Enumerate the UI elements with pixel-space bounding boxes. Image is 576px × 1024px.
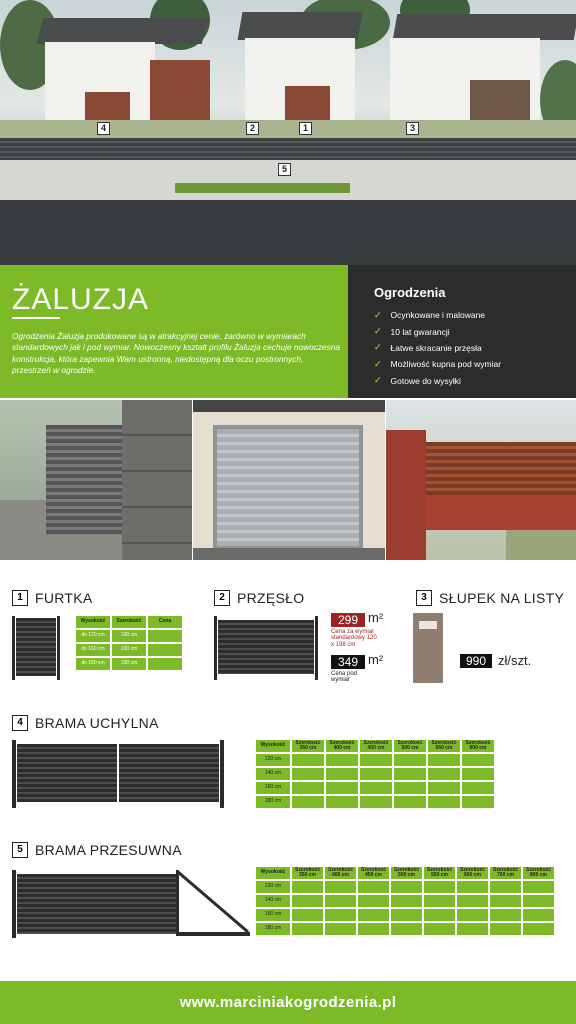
intro-description: Ogrodzenia Żaluzja produkowane są w atrakcyjnej cenie, zarówno w wymiarach standardowych jak i pod wymiar. Nowoczesny kształt profilu Żaluzja cechuje nowoczesna konstrukcja, która zapewnia Wam ustronną, niedostępną dla oczu postronnych, przestrzeń w ogrodzie. — [12, 331, 341, 375]
table-row: 120 cm — [256, 881, 554, 893]
table-row: do 160 cm 100 cm — [76, 644, 182, 656]
features-title: Ogrodzenia — [374, 285, 446, 300]
marker-4: 4 — [97, 122, 110, 135]
furtka-price-table: Wysokość Szerokość Cena do 120 cm 100 cm do 160 cm 100 cm do 180 cm 100 cm — [74, 614, 184, 672]
brama-przesuwna-title: BRAMA PRZESUWNA — [35, 842, 182, 858]
feature-item: ✓ Możliwość kupna pod wymiar — [374, 358, 502, 370]
feature-item: ✓ 10 lat gwarancji — [374, 326, 450, 337]
fence-photo-1 — [0, 400, 192, 560]
product-title: ŻALUZJA — [12, 283, 150, 316]
slupek-unit: zł/szt. — [498, 653, 532, 668]
features-list — [374, 307, 501, 389]
table-row: 160 cm — [256, 909, 554, 921]
brama-uchylna-title: BRAMA UCHYLNA — [35, 715, 159, 731]
checkmark-icon: ✓ — [374, 309, 382, 320]
section-number-5: 5 — [12, 842, 28, 858]
footer-website-link[interactable]: www.marciniakogrodzenia.pl — [0, 981, 576, 1024]
section-number-1: 1 — [12, 590, 28, 606]
table-row: do 180 cm 100 cm — [76, 658, 182, 670]
fence-photo-3 — [386, 400, 576, 560]
gate-counterweight-icon — [178, 870, 250, 938]
checkmark-icon: ✓ — [374, 358, 382, 369]
przeslo-standard-note: Cena za wymiar standardowy 120 x 198 cm — [331, 629, 377, 648]
przeslo-custom-price: 349 — [331, 655, 365, 669]
fence-photo-2 — [193, 400, 385, 560]
section-number-3: 3 — [416, 590, 432, 606]
przeslo-custom-unit: m² — [368, 652, 384, 667]
przeslo-standard-unit: m² — [368, 610, 384, 625]
brama-uchylna-price-table: Wysokość Szerokość 350 cm Szerokość 400 cm Szerokość 450 cm Szerokość 500 cm Szerokość 550 cm Szerokość 600 cm 120 cm 140 cm 160 cm 180 cm — [254, 738, 496, 810]
table-row: 120 cm — [256, 754, 494, 766]
table-row: 180 cm — [256, 796, 494, 808]
table-row: 160 cm — [256, 782, 494, 794]
feature-item: ✓ Gotowe do wysyłki — [374, 375, 461, 386]
przeslo-standard-price: 299 — [331, 613, 365, 627]
feature-item: ✓ Łatwe skracanie przęsła — [374, 342, 482, 353]
przeslo-custom-note: Cena pod wymiar — [331, 671, 358, 684]
checkmark-icon: ✓ — [374, 342, 382, 353]
section-number-2: 2 — [214, 590, 230, 606]
marker-1: 1 — [299, 122, 312, 135]
features-panel — [348, 265, 576, 398]
table-row: 180 cm — [256, 923, 554, 935]
checkmark-icon: ✓ — [374, 326, 382, 337]
hero-render-image — [0, 0, 576, 265]
marker-3: 3 — [406, 122, 419, 135]
brama-przesuwna-price-table: Wysokość Szerokość 350 cm Szerokość 400 cm Szerokość 450 cm Szerokość 500 cm Szerokość 550 cm Szerokość 600 cm Szerokość 700 cm Szerokość 800 cm 120 cm 140 cm 160 cm 180 cm — [254, 865, 556, 937]
marker-5: 5 — [278, 163, 291, 176]
table-row: 140 cm — [256, 895, 554, 907]
slupek-title: SŁUPEK NA LISTY — [439, 590, 565, 606]
section-number-4: 4 — [12, 715, 28, 731]
checkmark-icon: ✓ — [374, 375, 382, 386]
table-row: do 120 cm 100 cm — [76, 630, 182, 642]
feature-item: ✓ Ocynkowane i malowane — [374, 309, 486, 321]
furtka-title: FURTKA — [35, 590, 93, 606]
table-row: 140 cm — [256, 768, 494, 780]
przeslo-title: PRZĘSŁO — [237, 590, 305, 606]
marker-2: 2 — [246, 122, 259, 135]
mailbox-post-image — [413, 613, 443, 683]
slupek-price: 990 — [460, 654, 492, 668]
intro-panel — [0, 265, 348, 398]
title-underline — [12, 317, 60, 319]
